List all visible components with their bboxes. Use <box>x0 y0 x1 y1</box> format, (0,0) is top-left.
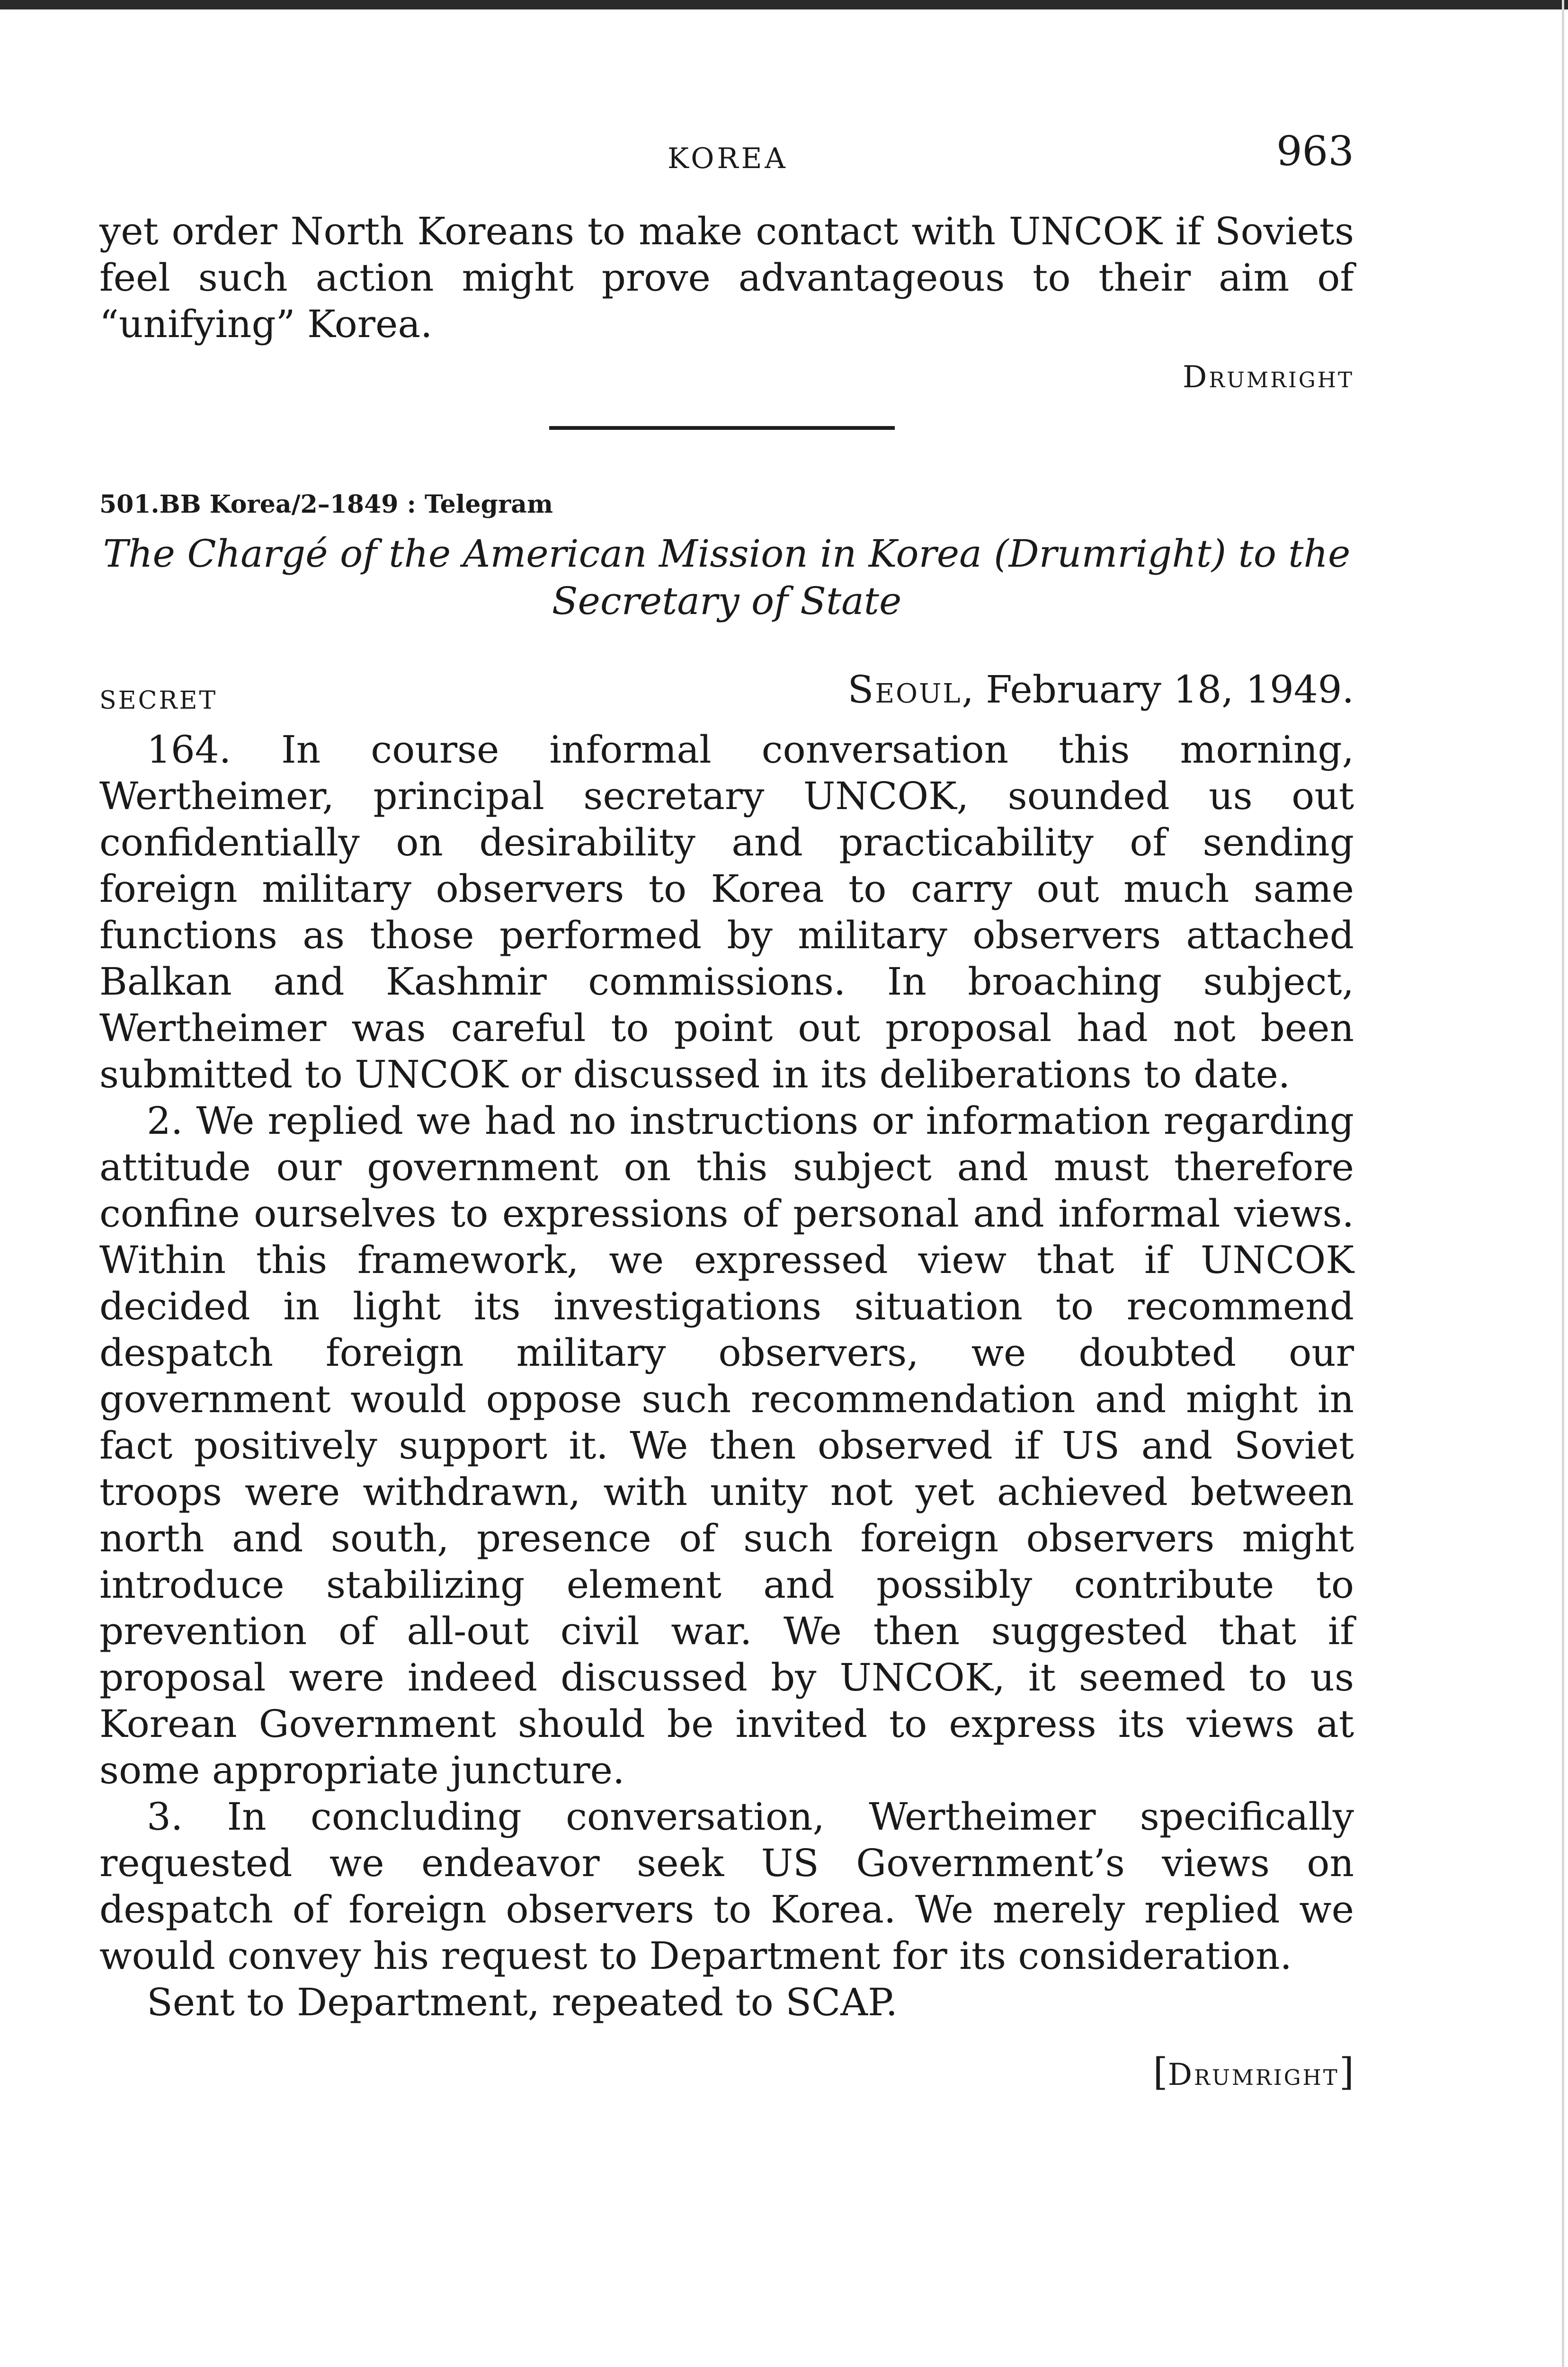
paragraph-4: Sent to Department, repeated to SCAP. <box>147 1980 898 2024</box>
file-reference: 501.BB Korea/2–1849 : Telegram <box>99 490 553 519</box>
dateline <box>847 667 1354 712</box>
page-edge <box>1562 0 1564 2367</box>
section-divider <box>549 426 895 430</box>
running-title: KOREA <box>668 142 788 175</box>
paragraph-1: 164. In course informal conversation this morning, Wertheimer, principal secretary UNCOK, sounded us out confidentially on desirability and practicability of sending foreign military observers to Korea to carry out much same functions as those performed by military observers attached Balkan and Kashmir commissions. In broaching subject, Wertheimer was careful to point out proposal had not been submitted to UNCOK or discussed in its deliberations to date. <box>99 728 1354 1096</box>
paragraph-2: 2. We replied we had no instructions or information regarding attitude our government on this subject and must therefore confine ourselves to expressions of personal and informal views. Within this framework, we expressed view that if UNCOK decided in light its investigations situation to recommend despatch foreign military observers, we doubted our government would oppose such recommendation and might in fact positively support it. We then observed if US and Soviet troops were withdrawn, with unity not yet achieved between north and south, presence of such foreign observers might introduce stabilizing element and possibly contribute to prevention of all-out civil war. We then suggested that if proposal were indeed discussed by UNCOK, it seemed to us Korean Government should be invited to express its views at some appropriate juncture. <box>99 1099 1354 1792</box>
paragraph-3: 3. In concluding conversation, Wertheimer specifically requested we endeavor seek US Government’s views on despatch of foreign observers to Korea. We merely replied we would convey his request to Department for its consideration. <box>99 1795 1354 1978</box>
continuation-paragraph <box>99 208 1354 347</box>
page-number: 963 <box>1276 128 1354 175</box>
previous-document-signature: Drumright <box>1182 360 1354 395</box>
signature-open-bracket: [ <box>1153 2050 1168 2094</box>
telegram-signature <box>1153 2050 1354 2094</box>
signature-close-bracket: ] <box>1339 2050 1354 2094</box>
top-border-rule <box>0 0 1568 9</box>
dateline-date: , February 18, 1949. <box>962 667 1354 712</box>
telegram-body <box>99 727 1354 2026</box>
dateline-place: Seoul <box>847 667 962 712</box>
signature-name: Drumright <box>1167 2057 1339 2092</box>
document-title: The Chargé of the American Mission in Korea (Drumright) to the Secretary of State <box>103 532 1351 623</box>
continuation-text: yet order North Koreans to make contact with UNCOK if Soviets feel such action might prove advantageous to their aim of “unifying” Korea. <box>99 209 1354 346</box>
classification-label: SECRET <box>99 686 218 715</box>
running-header <box>99 123 1354 175</box>
